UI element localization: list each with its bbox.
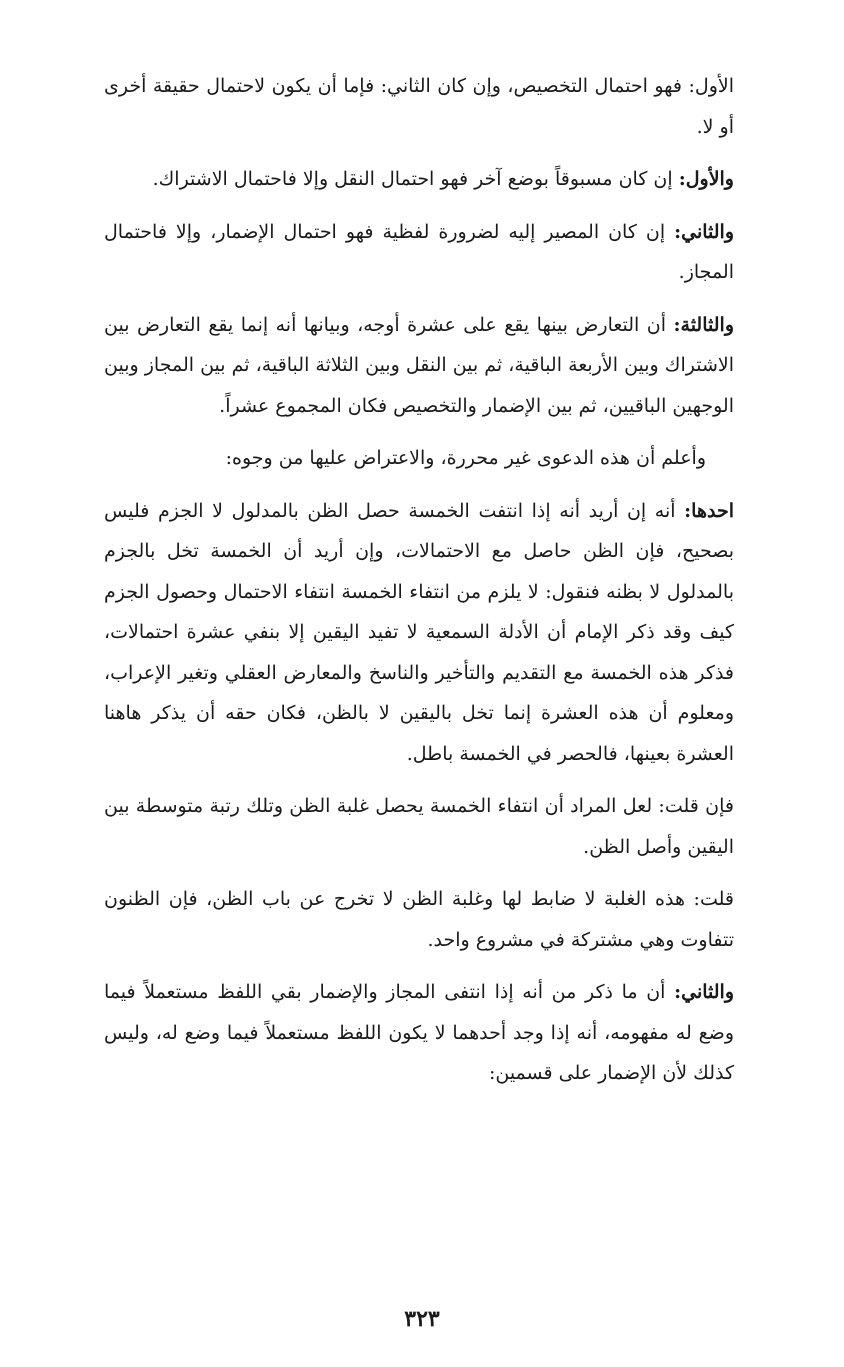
paragraph-lead: والثاني: — [674, 981, 734, 1003]
paragraph-text: أن التعارض بينها يقع على عشرة أوجه، وبيانها أنه إنما يقع التعارض بين الاشتراك وبين الأربعة الباقية، ثم بين النقل وبين الثلاثة الباقية، ثم بين المجاز وبين الوجهين الباقيين، ثم بين الإضمار والتخصيص فكان المجموع عشراً. — [104, 313, 734, 417]
paragraph-text: أنه إن أريد أنه إذا انتفت الخمسة حصل الظن بالمدلول لا الجزم فليس بصحيح، فإن الظن حاصل مع الاحتمالات، وإن أريد أن الخمسة تخل بالجزم بالمدلول لا بظنه فنقول: لا يلزم من انتفاء الخمسة انتفاء الاحتمال وحصول الجزم كيف وقد ذكر الإمام أن الأدلة السمعية لا تفيد اليقين إلا بنفي عشرة احتمالات، فذكر هذه الخمسة مع التقديم والتأخير والناسخ والمعارض العقلي وتغير الإعراب، ومعلوم أن هذه العشرة إنما تخل باليقين لا بالظن، فكان حقه أن يذكر هاهنا العشرة بعينها، فالحصر في الخمسة باطل. — [104, 499, 734, 765]
page-number: ٣٢٣ — [404, 1306, 440, 1332]
paragraph-lead: والثالثة: — [673, 313, 734, 336]
paragraph-lead: احدها: — [684, 499, 734, 522]
paragraph — [104, 305, 734, 427]
paragraph-text: فإن قلت: لعل المراد أن انتفاء الخمسة يحصل غلبة الظن وتلك رتبة متوسطة بين اليقين وأصل الظن. — [104, 795, 734, 858]
paragraph — [104, 972, 734, 1094]
paragraph-text: أن ما ذكر من أنه إذا انتفى المجاز والإضمار بقي اللفظ مستعملاً فيما وضع له مفهومه، أنه إذا وجد أحدهما لا يكون اللفظ مستعملاً فيما وضع له، وليس كذلك لأن الإضمار على قسمين: — [104, 981, 734, 1084]
paragraph — [104, 159, 734, 200]
paragraph-text: إن كان مسبوقاً بوضع آخر فهو احتمال النقل وإلا فاحتمال الاشتراك. — [152, 168, 679, 190]
paragraph — [104, 212, 734, 293]
paragraph-text: قلت: هذه الغلبة لا ضابط لها وغلبة الظن لا تخرج عن باب الظن، فإن الظنون تتفاوت وهي مشتركة في مشروع واحد. — [104, 888, 734, 951]
paragraph — [104, 438, 734, 479]
body-text — [104, 66, 734, 1106]
paragraph-lead: والثاني: — [674, 220, 734, 243]
paragraph-text: الأول: فهو احتمال التخصيص، وإن كان الثاني: فإما أن يكون لاحتمال حقيقة أخرى أو لا. — [104, 75, 734, 138]
paragraph-text: إن كان المصير إليه لضرورة لفظية فهو احتمال الإضمار، وإلا فاحتمال المجاز. — [104, 220, 734, 283]
paragraph-text: وأعلم أن هذه الدعوى غير محررة، والاعتراض عليها من وجوه: — [225, 447, 706, 469]
paragraph — [104, 491, 734, 775]
paragraph-lead: والأول: — [678, 168, 734, 190]
paragraph — [104, 786, 734, 867]
paragraph — [104, 66, 734, 147]
paragraph — [104, 879, 734, 960]
